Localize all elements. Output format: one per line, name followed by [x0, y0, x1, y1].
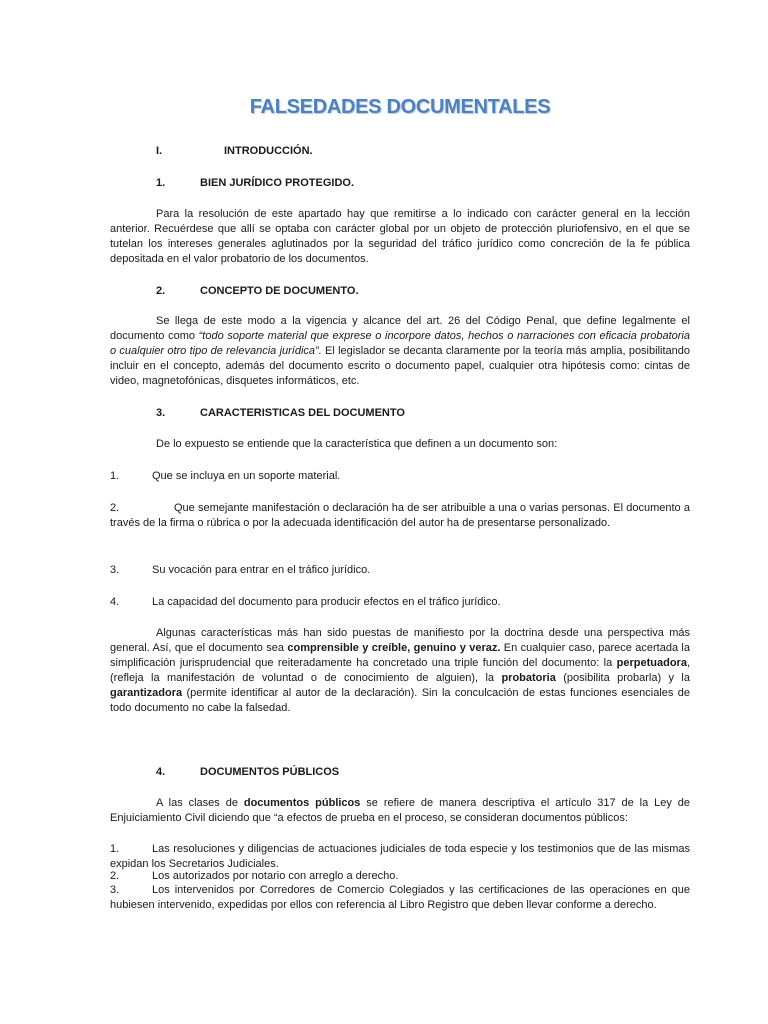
- text-run: (posibilita probarla) y la: [555, 672, 690, 684]
- list-item: [110, 563, 690, 578]
- paragraph-funciones: [110, 626, 690, 716]
- section-label: DOCUMENTOS PÚBLICOS: [200, 766, 340, 778]
- paragraph-caracteristicas-intro: De lo expuesto se entiende que la característica que definen a un documento son:: [156, 438, 558, 450]
- bold-text: comprensible y creíble, genuino y veraz.: [287, 642, 501, 654]
- section-number: 2.: [156, 285, 166, 297]
- list-number: 3.: [110, 884, 120, 896]
- text-run: Se llega de este modo a la vigencia y alcance del art. 26 del Código Penal, que define legalmente el documento como: [110, 315, 690, 342]
- section-number: 4.: [156, 766, 166, 778]
- list-number: 4.: [110, 596, 120, 608]
- paragraph-documentos-publicos: [110, 796, 690, 826]
- list-text: Los autorizados por notario con arreglo a derecho.: [152, 870, 399, 882]
- list-item: [110, 595, 690, 610]
- section-label: INTRODUCCIÓN.: [224, 145, 313, 157]
- list-text: Las resoluciones y diligencias de actuaciones judiciales de toda especie y los testimonios que de las mismas expidan los Secretarios Judiciales.: [110, 843, 690, 870]
- list-item: [110, 469, 690, 484]
- list-text: Que se incluya en un soporte material.: [152, 470, 341, 482]
- section-label: CARACTERISTICAS DEL DOCUMENTO: [200, 407, 405, 419]
- section-number: 3.: [156, 407, 166, 419]
- text-run: El legislador se decanta claramente por la teoría más amplia, posibilitando incluir en el concepto, además del documento escrito o documento papel, cualquier otra hipótesis como: cintas de video, magnetofónicas, disquetes informáticos, etc.: [110, 345, 690, 387]
- section-label: CONCEPTO DE DOCUMENTO.: [200, 285, 359, 297]
- document-title: FALSEDADES DOCUMENTALES: [249, 96, 551, 118]
- bold-text: perpetuadora: [616, 657, 687, 669]
- list-item: [110, 842, 690, 872]
- list-number: 1.: [110, 843, 120, 855]
- list-item: [110, 883, 690, 913]
- list-item: [110, 869, 690, 884]
- bold-text: probatoria: [501, 672, 556, 684]
- list-text: Los intervenidos por Corredores de Comercio Colegiados y las certificaciones de las operaciones en que hubiesen intervenido, expedidas por ellos con referencia al Libro Registro que deben llevar conforme a derecho.: [110, 884, 690, 911]
- list-text: Su vocación para entrar en el tráfico jurídico.: [152, 564, 371, 576]
- paragraph-concepto: [110, 314, 690, 389]
- text-run: En cualquier caso, parece acertada la simplificación jurisprudencial que reiteradamente ha concretado una triple función del documento: la: [110, 642, 690, 669]
- section-label: BIEN JURÍDICO PROTEGIDO.: [200, 177, 355, 189]
- list-text: Que semejante manifestación o declaración ha de ser atribuible a una o varias personas. El documento a través de la firma o rúbrica o por la adecuada identificación del autor ha de presentarse personalizado.: [110, 502, 690, 529]
- section-number: 1.: [156, 177, 166, 189]
- legal-definition-quote: “todo soporte material que exprese o incorpore datos, hechos o narraciones con eficacia probatoria o cualquier otro tipo de relevancia jurídica”.: [110, 330, 690, 357]
- text-run: , (refleja la manifestación de voluntad o de conocimiento de alguien), la: [110, 657, 690, 684]
- list-number: 2.: [110, 502, 120, 514]
- paragraph-bien-juridico: Para la resolución de este apartado hay que remitirse a lo indicado con carácter general en la lección anterior. Recuérdese que allí se optaba con carácter global por un objeto de protección pluriofensivo, en el que se tutelan los intereses generales aglutinados por la seguridad del tráfico jurídico como concreción de la fe pública depositada en el valor probatorio de los documentos.: [110, 208, 690, 265]
- list-number: 3.: [110, 564, 120, 576]
- bold-text: documentos públicos: [243, 797, 361, 809]
- text-run: (permite identificar al autor de la declaración). Sin la conculcación de estas funciones esenciales de todo documento no cabe la falsedad.: [110, 687, 690, 714]
- list-number: 1.: [110, 470, 120, 482]
- list-item: [110, 501, 690, 531]
- text-run: se refiere de manera descriptiva el artículo 317 de la Ley de Enjuiciamiento Civil diciendo que “a efectos de prueba en el proceso, se consideran documentos públicos:: [110, 797, 690, 824]
- text-run: A las clases de: [156, 797, 244, 809]
- section-number: I.: [156, 145, 163, 157]
- text-run: Algunas características más han sido puestas de manifiesto por la doctrina desde una perspectiva más general. Así, que el documento sea: [110, 627, 690, 654]
- bold-text: garantizadora: [110, 687, 183, 699]
- list-number: 2.: [110, 870, 120, 882]
- list-text: La capacidad del documento para producir efectos en el tráfico jurídico.: [152, 596, 501, 608]
